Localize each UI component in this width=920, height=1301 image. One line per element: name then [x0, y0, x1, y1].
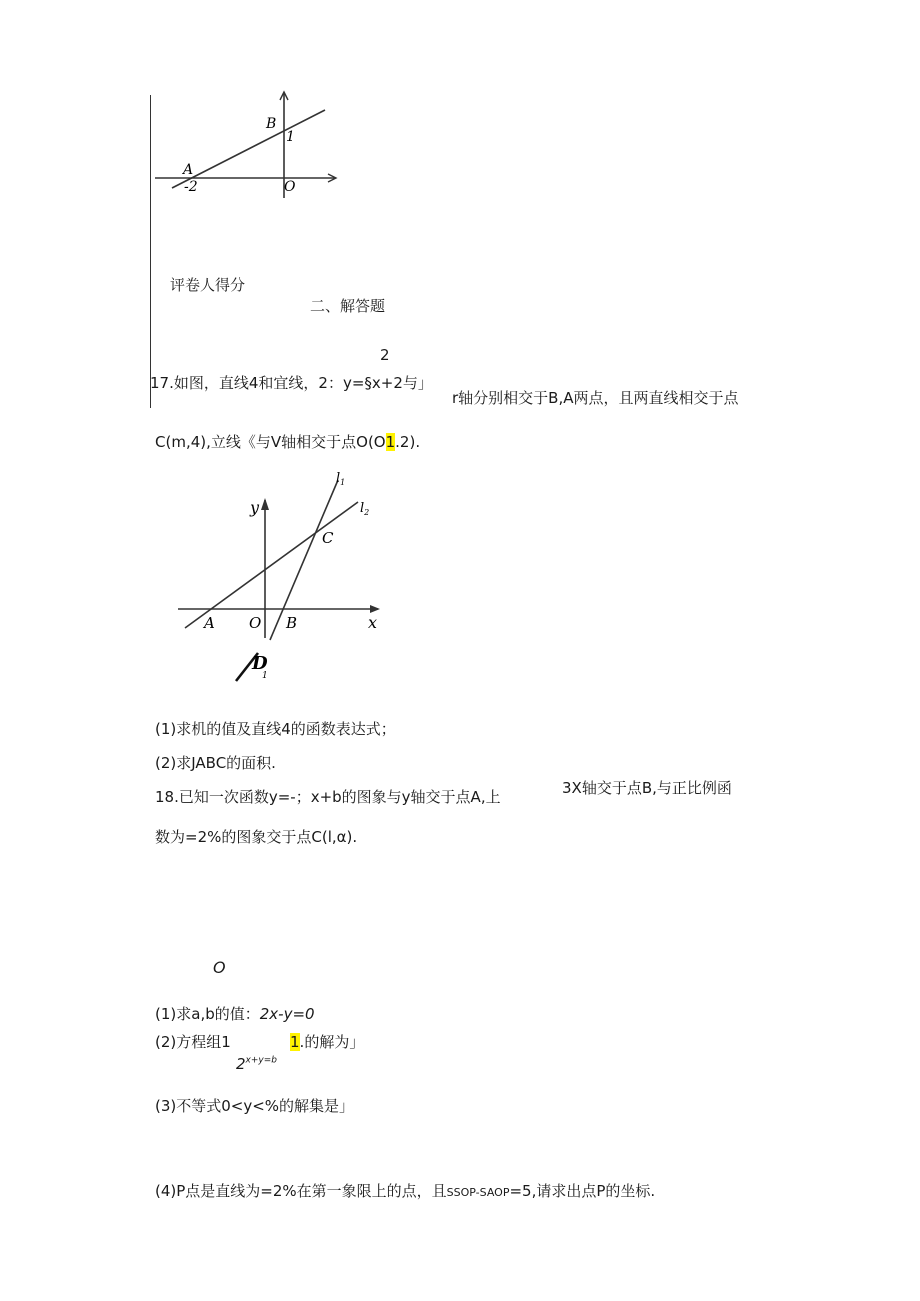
q18-sub3: (3)不等式0<y<%的解集是」 [155, 1097, 355, 1115]
fig2-label-x: x [368, 613, 378, 632]
q18-sub2-eq-b: x+y=b [245, 1055, 277, 1066]
q17-line2-highlight: 1 [385, 433, 396, 451]
grader-label: 评卷人得分 [170, 276, 246, 294]
q18-o-label: O [213, 958, 226, 977]
fig1-label-a: A [183, 162, 194, 178]
q18-sub2-text: (2)方程组1 [155, 1033, 231, 1051]
q18-sub1-equation: 2x-y=0 [259, 1005, 315, 1023]
q18-sub2-equation [236, 1054, 277, 1073]
q18-sub2-eq-a: 2 [236, 1055, 246, 1073]
q18-sub4-small: SSOP-SAOP [446, 1186, 510, 1199]
fig2-label-y: y [250, 498, 260, 517]
figure-2 [170, 468, 400, 688]
q18-sub2-highlight: 1 [290, 1033, 300, 1051]
q18-sub1-text: (1)求a,b的值： [155, 1005, 260, 1023]
q18-line1: 18.已知一次函数y=-；x+b的图象与y轴交于点A,上 [155, 788, 501, 806]
q17-line1: 17.如图，直线4和宜线，2：y=§x+2与」 [150, 374, 433, 392]
q17-superscript: 2 [380, 346, 390, 364]
fig2-label-d: D [252, 653, 268, 674]
figure-1 [150, 88, 350, 208]
q18-sub1 [155, 1003, 315, 1024]
fig1-line-ab [172, 110, 325, 188]
q18-line1-right: 3X轴交于点B,与正比例函 [562, 779, 732, 797]
fig2-label-c: C [322, 529, 334, 547]
q17-line2-b: .2). [395, 433, 421, 451]
q18-sub2-answer [290, 1031, 364, 1052]
fig2-label-a: A [204, 614, 215, 632]
q17-sub2: (2)求JABC的面积. [155, 754, 276, 772]
q17-line2-a: C(m,4),立线《与V轴相交于点O(O [155, 433, 386, 451]
q18-line2: 数为=2%的图象交于点C(l,α). [155, 828, 358, 846]
q18-sub4 [155, 1180, 655, 1201]
fig1-label-neg2: -2 [184, 179, 198, 195]
fig2-label-l2: $l_2$ [360, 501, 370, 517]
q18-sub2-tail: .的解为」 [299, 1033, 365, 1051]
fig1-label-b: B [266, 116, 277, 132]
fig2-label-d-sub: 1 [262, 671, 268, 681]
q18-sub2 [155, 1031, 231, 1052]
fig1-label-o: O [284, 179, 296, 195]
fig1-label-1: 1 [286, 129, 295, 145]
q18-sub4-a: (4)P点是直线为=2%在第一象限上的点，且 [155, 1182, 447, 1200]
fig2-label-b: B [286, 614, 298, 632]
fig2-line-l1 [270, 480, 338, 640]
q18-sub4-b: =5,请求出点P的坐标. [509, 1182, 656, 1200]
section-title: 二、解答题 [310, 297, 386, 315]
q17-line1-right: r轴分别相交于B,A两点，且两直线相交于点 [452, 389, 739, 407]
q17-sub1: (1)求机的值及直线4的函数表达式； [155, 720, 396, 738]
fig2-label-o: O [249, 614, 262, 632]
fig2-label-l1: $l_1$ [336, 471, 346, 487]
q17-line2 [155, 431, 420, 452]
fig2-y-arrow [261, 498, 269, 510]
fig2-x-arrow [370, 605, 380, 613]
